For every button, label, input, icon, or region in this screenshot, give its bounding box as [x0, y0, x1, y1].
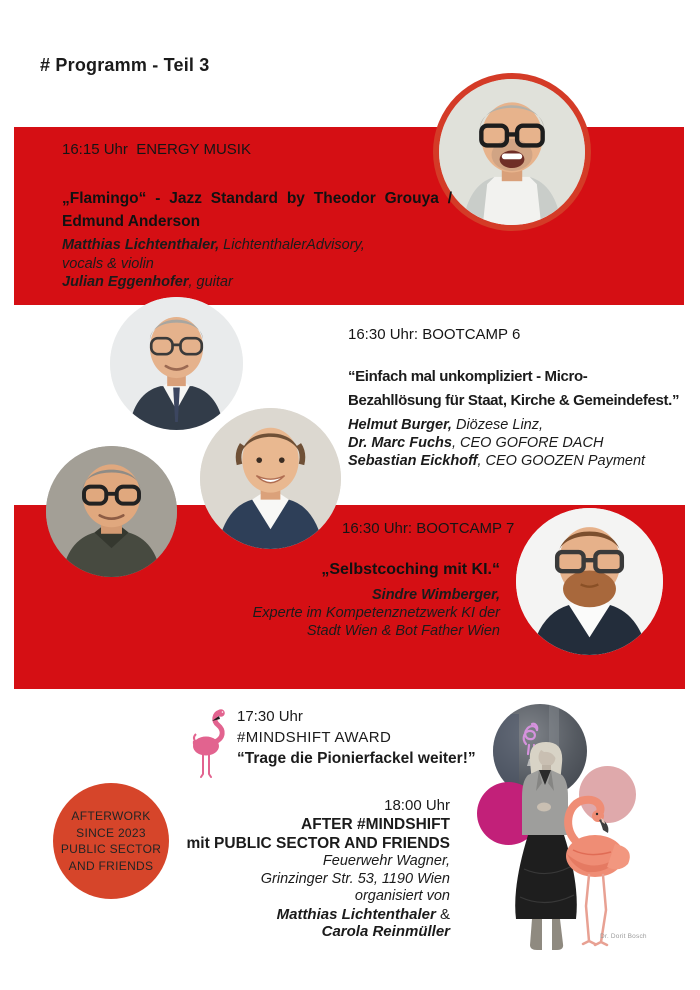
bootcamp6-headline-line1: “Einfach mal unkompliziert - Micro-	[348, 368, 588, 385]
speaker-row: Dr. Marc Fuchs, CEO GOFORE DACH	[348, 435, 604, 451]
man-beard-glasses-avatar-icon	[516, 508, 663, 655]
flamingo-icon	[190, 708, 230, 780]
smiling-man-navy-blazer-avatar-icon	[200, 408, 341, 549]
after-organiser2: Carola Reinmüller	[321, 923, 450, 940]
energy-musik-text	[62, 141, 452, 292]
after-organised-label: organisiert von	[354, 888, 450, 904]
portrait-matthias-lichtenthaler-photo	[439, 79, 585, 225]
bootcamp6-speakers	[348, 416, 694, 470]
speaker-row: Sebastian Eickhoff, CEO GOOZEN Payment	[348, 453, 646, 469]
afterwork-line: AND FRIENDS	[68, 858, 154, 873]
photo-credit: Dr. Dorit Bosch	[600, 933, 647, 940]
man-suit-tie-glasses-avatar-icon	[110, 297, 243, 430]
portrait-matthias-lichtenthaler	[433, 73, 591, 231]
bootcamp6-section	[348, 326, 694, 470]
portrait-speaker-dark-jacket	[46, 446, 177, 577]
energy-person1-role: vocals & violin	[62, 255, 154, 272]
bootcamp6-headline-line2: Bezahllösung für Staat, Kirche & Gemeindefest.”	[348, 392, 680, 409]
afterwork-badge-text	[61, 808, 161, 874]
after-venue-line1: Feuerwehr Wagner,	[322, 853, 450, 869]
man-dark-jacket-glasses-avatar-icon	[46, 446, 177, 577]
after-organiser1: Matthias Lichtenthaler &	[276, 905, 450, 923]
bootcamp7-text	[160, 560, 500, 640]
energy-time-label: 16:15 Uhr ENERGY MUSIK	[62, 141, 251, 158]
bootcamp7-headline: „Selbstcoching mit KI.“	[321, 561, 500, 578]
laughing-man-glasses-avatar-icon	[439, 79, 585, 225]
portrait-sindre-wimberger	[516, 508, 663, 655]
portrait-helmut-burger	[110, 297, 243, 430]
after-time-label: 18:00 Uhr	[384, 797, 450, 814]
energy-person1: Matthias Lichtenthaler, LichtenthalerAdvisory,	[62, 237, 365, 253]
after-venue-line2: Grinzinger Str. 53, 1190 Wien	[260, 870, 450, 887]
energy-headline-line1: „Flamingo“ - Jazz Standard by Theodor Grouya /	[62, 190, 452, 207]
after-mindshift-section	[150, 796, 450, 941]
energy-person2: Julian Eggenhofer, guitar	[62, 274, 233, 290]
portrait-speaker-smiling	[200, 408, 341, 549]
energy-credits	[62, 236, 452, 292]
afterwork-line: PUBLIC SECTOR	[60, 842, 162, 856]
award-title: #MINDSHIFT AWARD	[237, 729, 392, 746]
energy-headline-line2: Edmund Anderson	[62, 213, 201, 230]
bootcamp7-time-label: 16:30 Uhr: BOOTCAMP 7	[342, 520, 515, 537]
bootcamp6-time-label: 16:30 Uhr: BOOTCAMP 6	[348, 326, 521, 343]
after-title-line2: mit PUBLIC SECTOR AND FRIENDS	[186, 835, 450, 852]
after-title-line1: AFTER #MINDSHIFT	[301, 816, 450, 833]
afterwork-line: AFTERWORK	[71, 809, 151, 823]
page-title: # Programm - Teil 3	[40, 55, 210, 75]
award-section	[237, 706, 476, 769]
bootcamp7-speaker-name: Sindre Wimberger,	[372, 587, 500, 603]
speaker-row: Helmut Burger, Diözese Linz,	[348, 417, 544, 433]
afterwork-line: SINCE 2023	[76, 825, 146, 840]
bootcamp7-speaker-role2: Stadt Wien & Bot Father Wien	[306, 623, 500, 639]
award-subtitle: “Trage die Pionierfackel weiter!”	[237, 750, 476, 767]
flamingo-photo-figure	[549, 794, 641, 952]
award-time-label: 17:30 Uhr	[237, 708, 303, 725]
bootcamp7-speaker-role1: Experte im Kompetenznetzwerk KI der	[252, 605, 500, 621]
